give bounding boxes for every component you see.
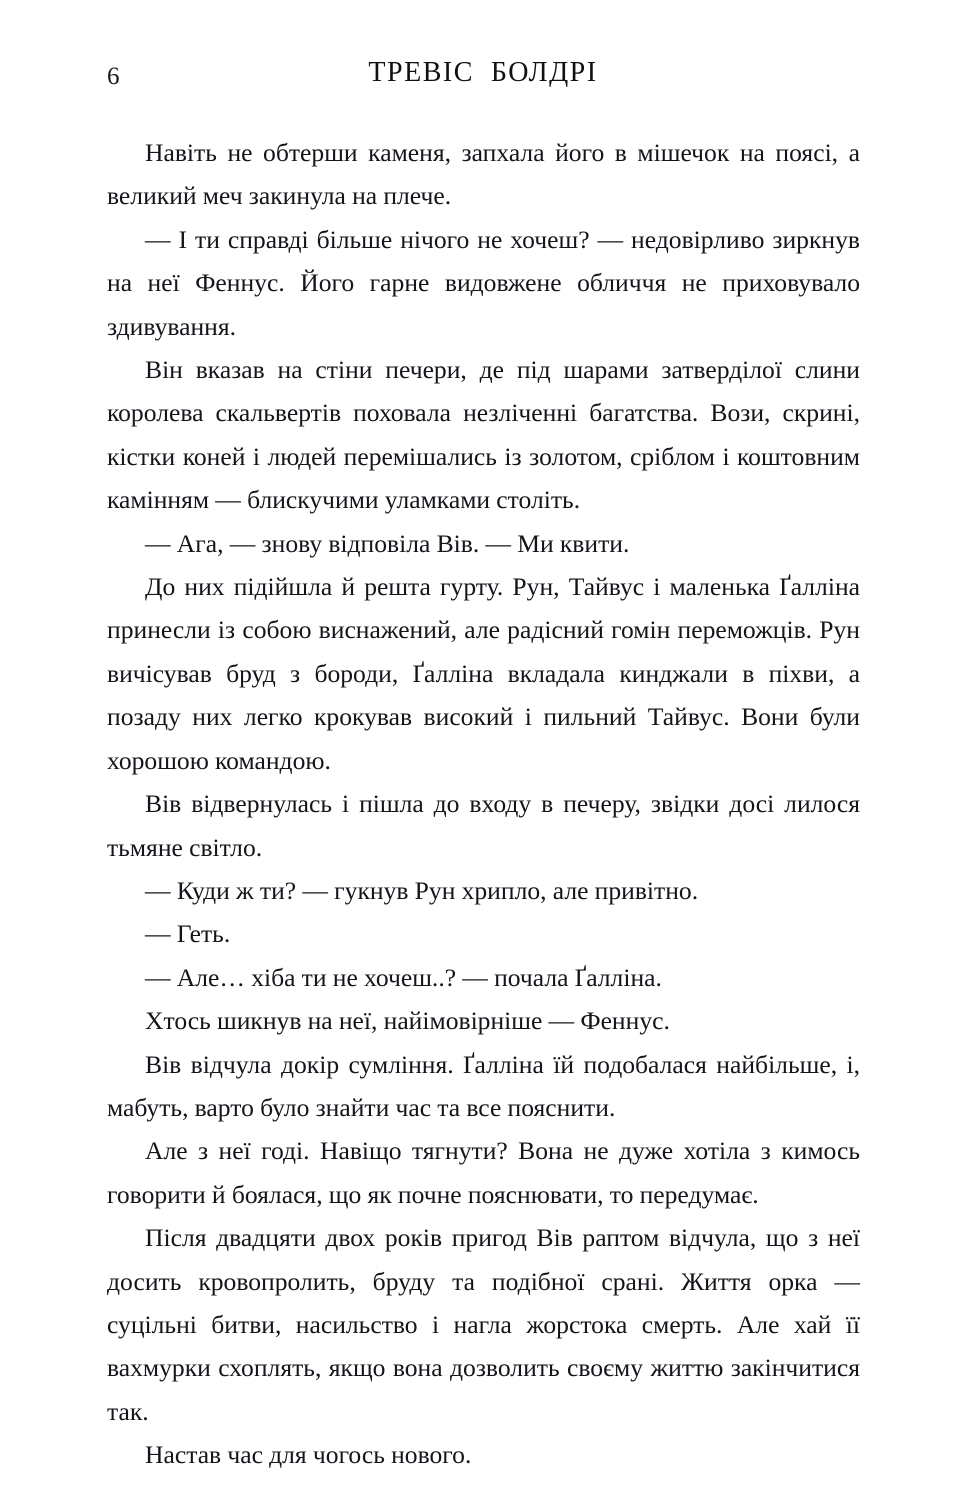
body-paragraph: — Геть.: [145, 919, 231, 949]
body-paragraph: Навіть не обтерши каменя, запхала його в мішечок на поясі, а великий меч закинула на плече.: [107, 138, 860, 211]
body-paragraph: До них підійшла й решта гурту. Рун, Тайвус і маленька Ґалліна принесли із собою виснажений, але радісний гомін переможців. Рун вичісував бруд з бороди, Ґалліна вкладала кинджали в піхви, а позаду них легко крокував високий і пильний Тайвус. Вони були хорошою командою.: [107, 572, 860, 775]
body-paragraph: — І ти справді більше нічого не хочеш? — недовірливо зиркнув на неї Феннус. Його гарне видовжене обличчя не приховувало здивування.: [107, 224, 860, 341]
body-paragraph: — Ага, — знову відповіла Вів. — Ми квити.: [145, 528, 630, 558]
body-paragraph: Вів відчула докір сумління. Ґалліна їй подобалася найбільше, і, мабуть, варто було знайти час та все пояснити.: [107, 1049, 860, 1122]
body-paragraph: — Але… хіба ти не хочеш..? — почала Ґалліна.: [145, 962, 662, 992]
running-head: [107, 58, 859, 102]
body-paragraph: Настав час для чогось нового.: [145, 1440, 472, 1470]
body-paragraph: Він вказав на стіни печери, де під шарами затверділої слини королева скальвертів поховала незліченні багатства. Вози, скрині, кістки коней і людей перемішались із золотом, сріблом і коштовним камінням — блискучими уламками століть.: [107, 355, 860, 515]
body-paragraph: — Куди ж ти? — гукнув Рун хрипло, але привітно.: [145, 875, 699, 905]
running-head-title: ТРЕВІС БОЛДРІ: [368, 57, 598, 88]
body-paragraph: Після двадцяти двох років пригод Вів раптом відчула, що з неї досить кровопролить, бруду та подібної срані. Життя орка — суцільні битви, насильство і нагла жорстока смерть. Але хай її вахмурки схоплять, якщо вона дозволить своєму життю закінчитися так.: [107, 1223, 860, 1426]
body-paragraph: Хтось шикнув на неї, найімовірніше — Феннус.: [145, 1006, 670, 1036]
body-paragraph: Вів відвернулась і пішла до входу в печеру, звідки досі лилося тьмяне світло.: [107, 789, 860, 862]
body-text-block: [107, 131, 860, 1477]
body-paragraph: Але з неї годі. Навіщо тягнути? Вона не дуже хотіла з кимось говорити й боялася, що як почне пояснювати, то передумає.: [107, 1136, 860, 1209]
page-number: 6: [107, 63, 120, 90]
